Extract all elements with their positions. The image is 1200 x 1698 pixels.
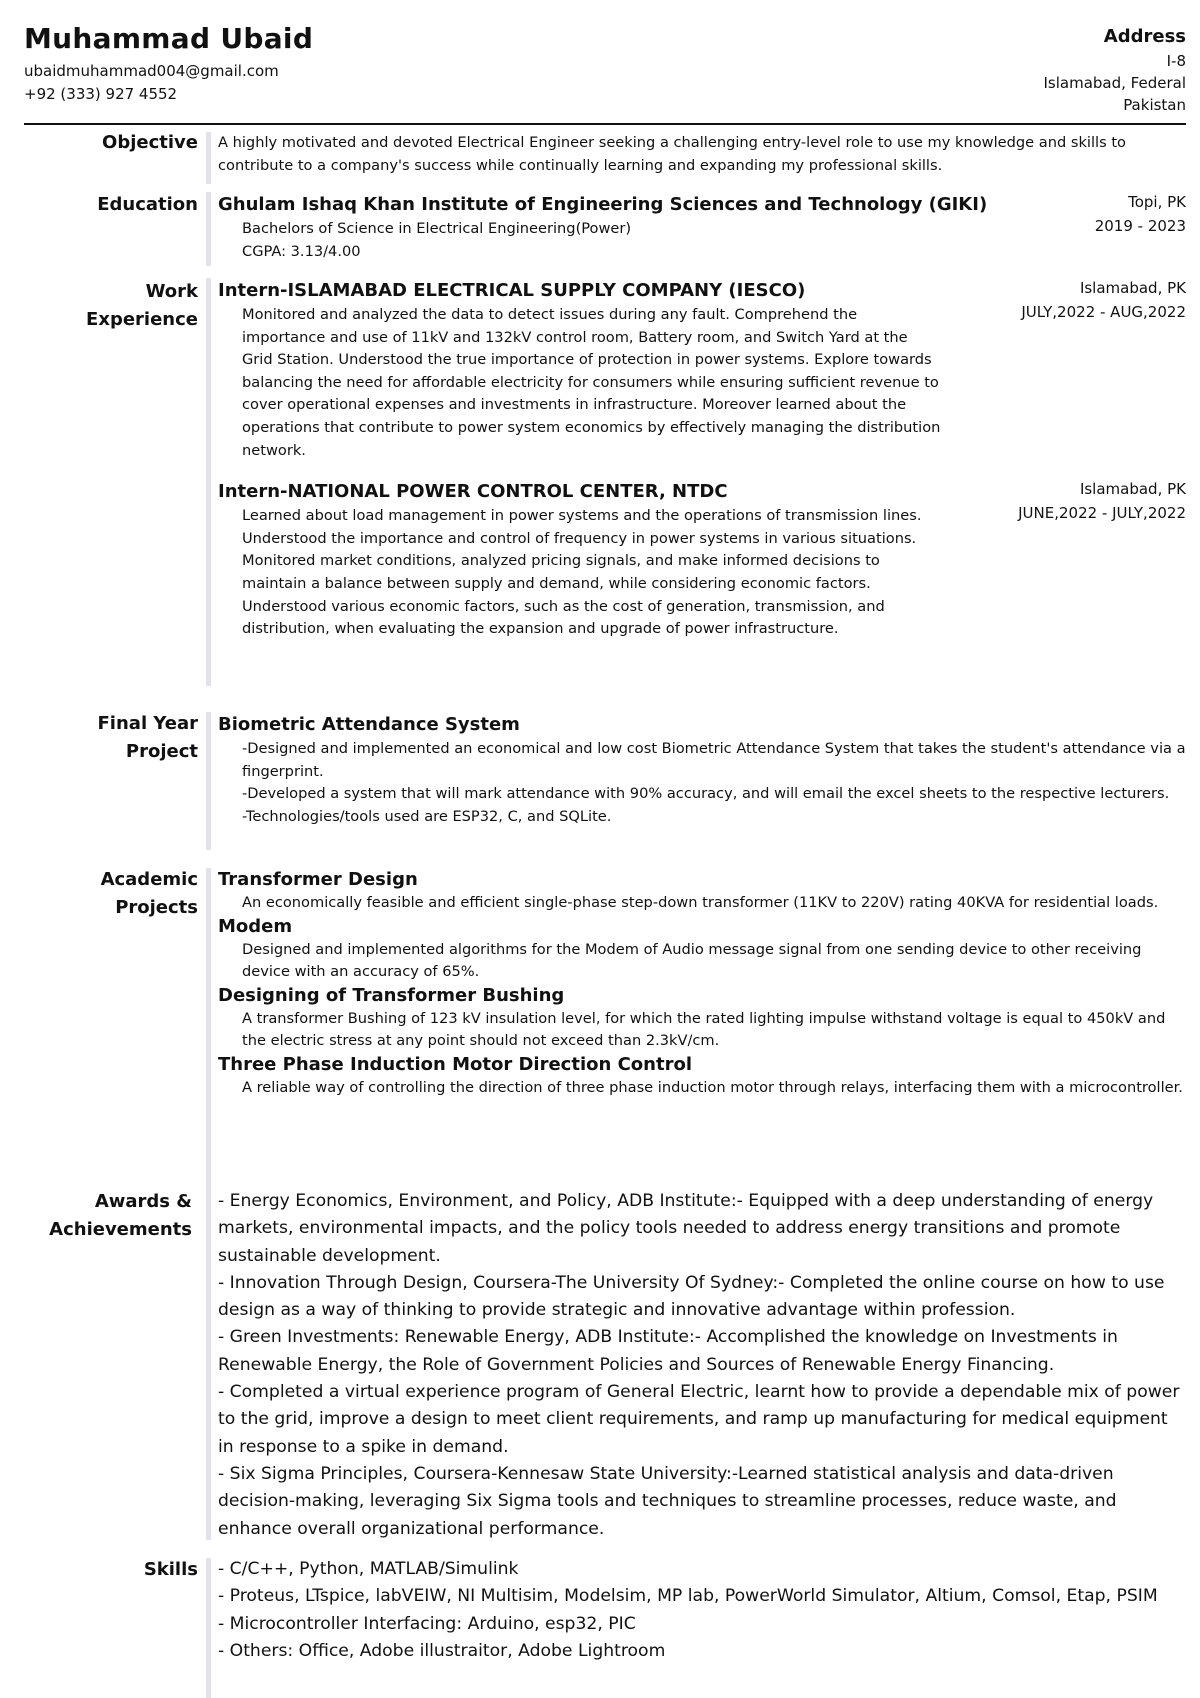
candidate-name: Muhammad Ubaid	[24, 22, 314, 55]
section-label-line: Final Year	[97, 713, 198, 734]
job-location: Islamabad, PK	[1079, 480, 1186, 499]
job-dates: JUNE,2022 - JULY,2022	[1018, 504, 1186, 523]
job-description: Learned about load management in power systems and the operations of transmission lines. Understood the importance and control of frequency in power systems in various situations. Monitored market conditions, analyzed pricing signals, and make informed decisions to maintain a balance between supply and demand, while considering economic factors. Understood various economic factors, such as the cost of generation, transmission, and distribution, when evaluating the expansion and upgrade of power infrastructure.	[242, 507, 922, 638]
education-dates: 2019 - 2023	[1094, 217, 1186, 235]
job-location: Islamabad, PK	[1079, 279, 1186, 297]
fyp-point: -Technologies/tools used are ESP32, C, and SQLite.	[242, 807, 612, 825]
project-description: A reliable way of controlling the direction of three phase induction motor through relays, interfacing them with a microcontroller.	[242, 1078, 1183, 1096]
award-item: - Completed a virtual experience program of General Electric, learnt how to provide a dependable mix of power to the grid, improve a design to meet client requirements, and ramp up manufacturing for medical equipment in response to a spike in demand.	[218, 1382, 1180, 1457]
address-line: Pakistan	[1123, 96, 1186, 114]
section-label-line: Awards &	[94, 1191, 192, 1212]
section-label-education: Education	[97, 194, 198, 215]
section-label-academic	[24, 866, 198, 922]
section-label-fyp	[24, 710, 198, 766]
skills-list	[218, 1556, 1186, 1665]
section-label-line: Projects	[115, 897, 198, 918]
objective-text: A highly motivated and devoted Electrical Engineer seeking a challenging entry-level role to use my knowledge and skills to contribute to a company's success while continually learning and expanding my professional skills.	[218, 134, 1126, 174]
section-bar	[206, 192, 211, 266]
section-bar	[206, 712, 211, 850]
cgpa: CGPA: 3.13/4.00	[242, 242, 361, 260]
email-address: ubaidmuhammad004@gmail.com	[24, 62, 279, 80]
project-description: An economically feasible and efficient single-phase step-down transformer (11KV to 220V) rating 40KVA for residential loads.	[242, 894, 1159, 911]
institution-name: Ghulam Ishaq Khan Institute of Engineering Sciences and Technology (GIKI)	[218, 194, 988, 215]
skill-item: - Proteus, LTspice, labVEIW, NI Multisim, Modelsim, MP lab, PowerWorld Simulator, Altium, Comsol, Etap, PSIM	[218, 1586, 1158, 1607]
education-meta	[1095, 190, 1186, 238]
section-label-skills: Skills	[143, 1559, 198, 1580]
project-title: Transformer Design	[218, 869, 418, 890]
section-bar	[206, 1558, 211, 1698]
job-entry	[218, 479, 1186, 641]
section-bar	[206, 278, 211, 686]
address-line: I-8	[1166, 52, 1186, 70]
fyp-point: -Designed and implemented an economical and low cost Biometric Attendance System that takes the student's attendance via a fingerprint.	[242, 740, 1186, 780]
award-item: - Innovation Through Design, Coursera-The University Of Sydney:- Completed the online course on how to use design as a way of thinking to provide strategic and innovative advantage within profession.	[218, 1272, 1165, 1321]
skill-item: - Microcontroller Interfacing: Arduino, esp32, PIC	[218, 1613, 636, 1634]
academic-project-list	[218, 868, 1186, 1100]
address-title: Address	[1103, 26, 1186, 47]
education-entry	[218, 192, 1186, 263]
phone-number: +92 (333) 927 4552	[24, 85, 178, 103]
fyp-point: -Developed a system that will mark attendance with 90% accuracy, and will email the excel sheets to the respective lecturers.	[242, 785, 1170, 803]
address-block	[1044, 24, 1187, 116]
section-bar	[206, 868, 211, 1188]
skill-item: - C/C++, Python, MATLAB/Simulink	[218, 1559, 519, 1579]
section-label-awards	[24, 1188, 192, 1244]
project-title: Designing of Transformer Bushing	[218, 984, 565, 1006]
project-title: Modem	[218, 915, 293, 937]
section-final-year-project	[24, 712, 1186, 850]
section-label-line: Project	[125, 741, 198, 762]
section-label-line: Achievements	[49, 1219, 192, 1240]
job-dates: JULY,2022 - AUG,2022	[1021, 303, 1186, 321]
section-label-work	[24, 278, 198, 334]
section-bar	[206, 1188, 211, 1540]
education-location: Topi, PK	[1128, 193, 1186, 211]
work-entries	[218, 278, 1186, 641]
section-objective	[24, 132, 1186, 184]
section-label-line: Experience	[86, 309, 198, 330]
project-title: Three Phase Induction Motor Direction Control	[218, 1053, 692, 1075]
header-divider	[24, 123, 1186, 125]
section-label-line: Academic	[100, 869, 198, 890]
job-title: Intern-NATIONAL POWER CONTROL CENTER, NTDC	[218, 481, 728, 503]
project-description: A transformer Bushing of 123 kV insulation level, for which the rated lighting impulse withstand voltage is equal to 450kV and the electric stress at any point should not exceed than 2.3kV/cm.	[242, 1009, 1166, 1050]
contact-info	[24, 60, 279, 106]
job-meta	[1021, 276, 1186, 324]
section-label-line: Work	[145, 281, 198, 302]
section-skills	[24, 1558, 1186, 1698]
section-academic-projects	[24, 868, 1186, 1188]
job-title: Intern-ISLAMABAD ELECTRICAL SUPPLY COMPANY (IESCO)	[218, 280, 806, 301]
job-description: Monitored and analyzed the data to detect issues during any fault. Comprehend the importance and use of 11kV and 132kV control room, Battery room, and Switch Yard at the Grid Station. Understood the true importance of protection in power systems. Explore towards balancing the need for affordable electricity for consumers while ensuring sufficient revenue to cover operational expenses and investments in infrastructure. Moreover learned about the operations that contribute to power system economics by effectively managing the distribution network.	[242, 306, 941, 459]
section-awards	[24, 1188, 1186, 1540]
award-item: - Energy Economics, Environment, and Policy, ADB Institute:- Equipped with a deep understanding of energy markets, environmental impacts, and the policy tools needed to address energy transitions and promote sustainable development.	[218, 1191, 1154, 1266]
awards-list	[218, 1188, 1186, 1543]
fyp-entry	[218, 712, 1186, 828]
section-work-experience	[24, 278, 1186, 686]
job-meta	[1018, 477, 1186, 525]
fyp-title: Biometric Attendance System	[218, 714, 520, 735]
project-description: Designed and implemented algorithms for the Modem of Audio message signal from one sending device to other receiving device with an accuracy of 65%.	[242, 940, 1142, 981]
skill-item: - Others: Office, Adobe illustraitor, Adobe Lightroom	[218, 1640, 666, 1661]
section-education	[24, 192, 1186, 266]
resume-header	[24, 20, 1186, 121]
degree-name: Bachelors of Science in Electrical Engineering(Power)	[242, 220, 632, 237]
award-item: - Green Investments: Renewable Energy, ADB Institute:- Accomplished the knowledge on Investments in Renewable Energy, the Role of Government Policies and Sources of Renewable Energy Financing.	[218, 1327, 1118, 1375]
award-item: - Six Sigma Principles, Coursera-Kennesaw State University:-Learned statistical analysis and data-driven decision-making, leveraging Six Sigma tools and techniques to streamline processes, reduce waste, and enhance overall organizational performance.	[218, 1463, 1117, 1539]
section-bar	[206, 132, 211, 184]
section-label-objective: Objective	[102, 132, 198, 153]
resume-page	[24, 20, 1186, 1661]
address-line: Islamabad, Federal	[1043, 74, 1186, 92]
job-entry	[218, 278, 1186, 462]
